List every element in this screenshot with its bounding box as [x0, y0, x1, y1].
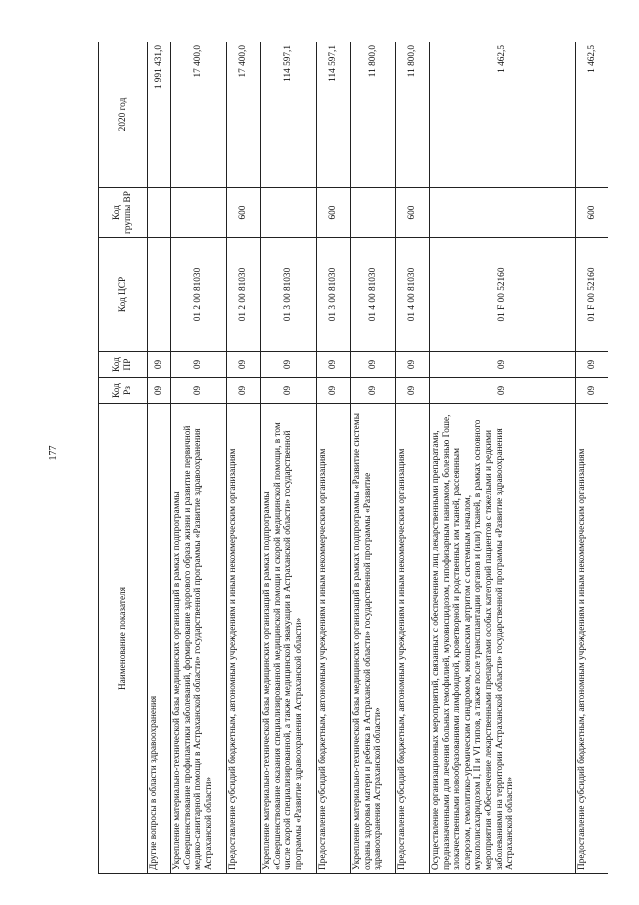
cell-rz: 09 — [171, 378, 227, 404]
table-row — [576, 42, 609, 874]
cell-pr: 09 — [317, 352, 351, 378]
cell-vr — [351, 188, 396, 238]
cell-csr: 01 4 00 81030 — [351, 238, 396, 352]
cell-pr: 09 — [227, 352, 261, 378]
cell-csr: 01 3 00 81030 — [317, 238, 351, 352]
cell-rz: 09 — [396, 378, 430, 404]
cell-pr: 09 — [171, 352, 227, 378]
cell-vr: 600 — [227, 188, 261, 238]
header-year: 2020 год — [99, 42, 148, 188]
cell-name: Укрепление материально-технической базы медицинских организаций в рамках подпрограммы «Совершенствование оказания специализированной медицинской помощи и скорой медицинской помощи, в том числе скорой специализированной, а также медицинской эвакуации в Астраханской области» государственной программы «Развитие здравоохранения Астраханской области» — [261, 404, 317, 874]
cell-vr — [171, 188, 227, 238]
cell-pr: 09 — [351, 352, 396, 378]
cell-vr — [261, 188, 317, 238]
cell-pr: 09 — [396, 352, 430, 378]
cell-amount: 11 800,0 — [351, 42, 396, 188]
cell-amount: 1 462,5 — [430, 42, 576, 188]
table-row — [396, 42, 430, 874]
cell-csr: 01 3 00 81030 — [261, 238, 317, 352]
budget-table — [98, 42, 608, 874]
header-rz: Код Рз — [99, 378, 148, 404]
cell-amount: 1 462,5 — [576, 42, 609, 188]
cell-csr — [148, 238, 171, 352]
cell-pr: 09 — [576, 352, 609, 378]
cell-pr: 09 — [148, 352, 171, 378]
cell-name: Предоставление субсидий бюджетным, автономным учреждениям и иным некоммерческим организациям — [317, 404, 351, 874]
cell-amount: 114 597,1 — [261, 42, 317, 188]
table-row — [261, 42, 317, 874]
cell-vr: 600 — [396, 188, 430, 238]
table-row — [430, 42, 576, 874]
cell-name: Предоставление субсидий бюджетным, автономным учреждениям и иным некоммерческим организациям — [576, 404, 609, 874]
cell-vr: 600 — [576, 188, 609, 238]
cell-vr: 600 — [317, 188, 351, 238]
cell-rz: 09 — [148, 378, 171, 404]
cell-name: Осуществление организационных мероприятий, связанных с обеспечением лиц лекарственными препаратами, предназначенными для лечения больных гемофилией, муковисцидозом, гипофизарным нанизмом, болезнью Гоше, злокачественными новообразованиями лимфоидной, кроветворной и родственных им тканей, рассеянным склерозом, гемолитико-уремическим синдромом, юношеским артритом с системным началом, мукополисахаридозом I, II и VI типов, а также после трансплантации органов и (или) тканей, в рамках основного мероприятия «Обеспечение лекарственными препаратами особых категорий пациентов с тяжелыми и редкими заболеваниями на территории Астраханской области» государственной программы «Развитие здравоохранения Астраханской области» — [430, 404, 576, 874]
header-pr: Код ПР — [99, 352, 148, 378]
cell-rz: 09 — [430, 378, 576, 404]
cell-rz: 09 — [227, 378, 261, 404]
table-row — [171, 42, 227, 874]
cell-csr: 01 F 00 52160 — [576, 238, 609, 352]
header-vr: Код группы ВР — [99, 188, 148, 238]
cell-csr: 01 F 00 52160 — [430, 238, 576, 352]
header-name: Наименование показателя — [99, 404, 148, 874]
cell-amount: 1 991 431,0 — [148, 42, 171, 188]
cell-vr — [430, 188, 576, 238]
table-row — [148, 42, 171, 874]
table-row — [227, 42, 261, 874]
cell-amount: 11 800,0 — [396, 42, 430, 188]
cell-name: Укрепление материально-технической базы медицинских организаций в рамках подпрограммы «Развитие системы охраны здоровья матери и ребенка в Астраханской области» государственной программы «Развитие здравоохранения Астраханской области» — [351, 404, 396, 874]
page-number: 177 — [48, 445, 59, 461]
cell-amount: 17 400,0 — [171, 42, 227, 188]
cell-vr — [148, 188, 171, 238]
cell-rz: 09 — [576, 378, 609, 404]
cell-amount: 17 400,0 — [227, 42, 261, 188]
cell-name: Предоставление субсидий бюджетным, автономным учреждениям и иным некоммерческим организациям — [227, 404, 261, 874]
cell-amount: 114 597,1 — [317, 42, 351, 188]
rotated-sheet — [98, 42, 608, 874]
cell-name: Предоставление субсидий бюджетным, автономным учреждениям и иным некоммерческим организациям — [396, 404, 430, 874]
cell-name: Укрепление материально-технической базы медицинских организаций в рамках подпрограммы «Совершенствование профилактики заболеваний, формирование здорового образа жизни и развитие первичной медико-санитарной помощи в Астраханской области» государственной программы «Развитие здравоохранения Астраханской области» — [171, 404, 227, 874]
cell-rz: 09 — [261, 378, 317, 404]
cell-pr: 09 — [261, 352, 317, 378]
table-row — [351, 42, 396, 874]
cell-pr: 09 — [430, 352, 576, 378]
rotated-content — [98, 42, 608, 874]
cell-csr: 01 4 00 81030 — [396, 238, 430, 352]
header-csr: Код ЦСР — [99, 238, 148, 352]
cell-csr: 01 2 00 81030 — [227, 238, 261, 352]
cell-rz: 09 — [351, 378, 396, 404]
cell-csr: 01 2 00 81030 — [171, 238, 227, 352]
header-row — [99, 42, 148, 874]
cell-name: Другие вопросы в области здравоохранения — [148, 404, 171, 874]
table-row — [317, 42, 351, 874]
cell-rz: 09 — [317, 378, 351, 404]
